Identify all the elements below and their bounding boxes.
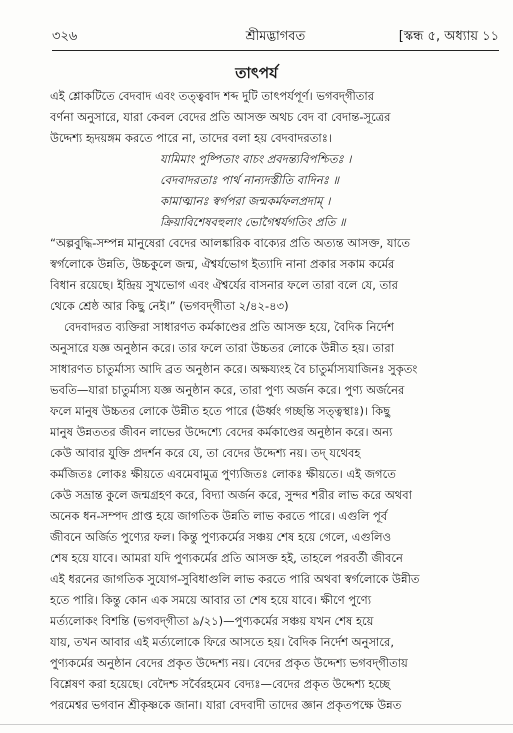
text-line: শেষ হয়ে যাবে। আমরা যদি পুণ্যকর্মের প্রতি আসক্ত হই, তাহলে পরবর্তী জীবনে: [50, 551, 403, 565]
text-line: হতে পারি। কিন্তু কোন এক সময়ে আবার তা শেষ হয়ে যাবে। ক্ষীণে পুণ্যে: [50, 593, 372, 607]
text-line: বিশ্লেষণ করা হয়েছে। বেদৈশ্চ সর্বৈরহমেব বেদ্যঃ—বেদের প্রকৃত উদ্দেশ্য হচ্ছে: [50, 677, 391, 691]
verse-line: ক্রিয়াবিশেষবহুলাং ভোগৈশ্বর্যগতিং প্রতি ॥: [160, 215, 346, 229]
text-line: ভবতি—যারা চাতুর্মাস্য যজ্ঞ অনুষ্ঠান করে, তারা পুণ্য অর্জন করে। পুণ্য অর্জনের: [50, 383, 405, 397]
verse-line: যামিমাং পুষ্পিতাং বাচং প্রবদন্ত্যবিপশ্চিতঃ ।: [160, 152, 352, 166]
text-line: যায়, তখন আবার এই মর্ত্যলোকে ফিরে আসতে হয়। বৈদিক নির্দেশ অনুসারে,: [50, 635, 394, 649]
text-line: এই শ্লোকটিতে বেদবাদ এবং তত্ত্ববাদ শব্দ দুটি তাৎপর্যপূর্ণ। ভগবদ্‌গীতার: [50, 89, 375, 103]
text-line: পুণ্যকর্মের অনুষ্ঠান বেদের প্রকৃত উদ্দেশ্য নয়। বেদের প্রকৃত উদ্দেশ্য ভগবদ্‌গীতায়: [50, 656, 408, 670]
text-line: স্বর্গলোকে উন্নতি, উচ্চকুলে জন্ম, ঐশ্বর্যভোগ ইত্যাদি নানা প্রকার সকাম কর্মের: [50, 257, 395, 271]
text-line: সাধারণত চাতুর্মাস্য আদি ব্রত অনুষ্ঠান করে। অক্ষয্যংহ বৈ চাতুর্মাস্যযাজিনঃ সুকৃতং: [50, 362, 418, 376]
text-line: পরমেশ্বর ভগবান শ্রীকৃষ্ণকে জানা। যারা বেদবাদী তাদের জ্ঞান প্রকৃতপক্ষে উন্নত: [50, 698, 402, 712]
verse-line: বেদবাদরতাঃ পার্থ নান্যদস্তীতি বাদিনঃ ॥: [160, 173, 340, 187]
page-number: ৩২৬: [52, 29, 78, 44]
text-line: ফলে মানুষ উচ্চতর লোকে উন্নীত হতে পারে (ঊর্ধ্বং গচ্ছন্তি সত্ত্বস্থাঃ)। কিছু: [50, 404, 391, 418]
text-line: বিধান রয়েছে। ইন্দ্রিয় সুখভোগ এবং ঐশ্বর্যের বাসনার ফলে তারা বলে যে, তার: [50, 278, 398, 292]
text-line: “অল্পবুদ্ধি-সম্পন্ন মানুষেরা বেদের আলঙ্কারিক বাক্যের প্রতি অত্যন্ত আসক্ত, যাতে: [50, 236, 411, 250]
page-bottom-edge: [0, 724, 513, 725]
verse-line: কামাত্মানঃ স্বর্গপরা জন্মকর্মফলপ্রদাম্ ।: [160, 194, 331, 208]
text-line: অনেক ধন-সম্পদ প্রাপ্ত হয়ে জাগতিক উন্নতি লাভ করতে পারে। এগুলি পূর্ব: [50, 509, 388, 523]
page-header: [52, 26, 499, 48]
text-line: কেউ সভ্রান্ত কুলে জন্মগ্রহণ করে, বিদ্যা অর্জন করে, সুন্দর শরীর লাভ করে অথবা: [50, 488, 412, 502]
text-line: মর্ত্যলোকং বিশন্তি (ভগবদ্‌গীতা ৯/২১)—পুণ্যকর্মের সঞ্চয় যখন শেষ হয়ে: [50, 614, 374, 628]
text-line: কর্মজিতঃ লোকঃ ক্ষীয়তে এবমেবামুত্র পুণ্যজিতঃ লোকঃ ক্ষীয়তে। এই জগতে: [50, 467, 396, 481]
text-line: কেউ আবার যুক্তি প্রদর্শন করে যে, তা বেদের উদ্দেশ্য নয়। তদ্ যথেবহ: [50, 446, 361, 460]
header-rule: [52, 50, 499, 51]
text-line: জীবনে অর্জিত পুণ্যের ফল। কিন্তু পুণ্যকর্মের সঞ্চয় শেষ হয়ে গেলে, এগুলিও: [50, 530, 392, 544]
section-title: তাৎপর্য: [235, 64, 278, 82]
text-line: অনুসারে যজ্ঞ অনুষ্ঠান করে। তার ফলে তারা উচ্চতর লোকে উন্নীত হয়। তারা: [50, 341, 395, 355]
text-line: এই ধরনের জাগতিক সুযোগ-সুবিধাগুলি লাভ করতে পারি অথবা স্বর্গলোকে উন্নীত: [50, 572, 420, 586]
text-line: বর্ণনা অনুসারে, যারা কেবল বেদের প্রতি আসক্ত অথচ বেদ বা বেদান্ত-সূত্রের: [50, 110, 391, 124]
chapter-reference: [স্কন্ধ ৫, অধ্যায় ১১: [398, 29, 499, 44]
text-line: উদ্দেশ্য হৃদয়ঙ্গম করতে পারে না, তাদের বলা হয় বেদবাদরতাঃ।: [50, 131, 332, 145]
book-title: শ্রীমদ্ভাগবত: [245, 29, 306, 44]
text-line: বেদবাদরত ব্যক্তিরা সাধারণত কর্মকাণ্ডের প্রতি আসক্ত হয়ে, বৈদিক নির্দেশ: [64, 320, 394, 334]
text-line: মানুষ উন্নততর জীবন লাভের উদ্দেশ্যে বেদের কর্মকাণ্ডের অনুষ্ঠান করে। অন্য: [50, 425, 393, 439]
body-text: [50, 86, 505, 716]
text-line: থেকে শ্রেষ্ঠ আর কিছু নেই।” (ভগবদ্‌গীতা ২/৪২-৪৩): [50, 299, 289, 313]
